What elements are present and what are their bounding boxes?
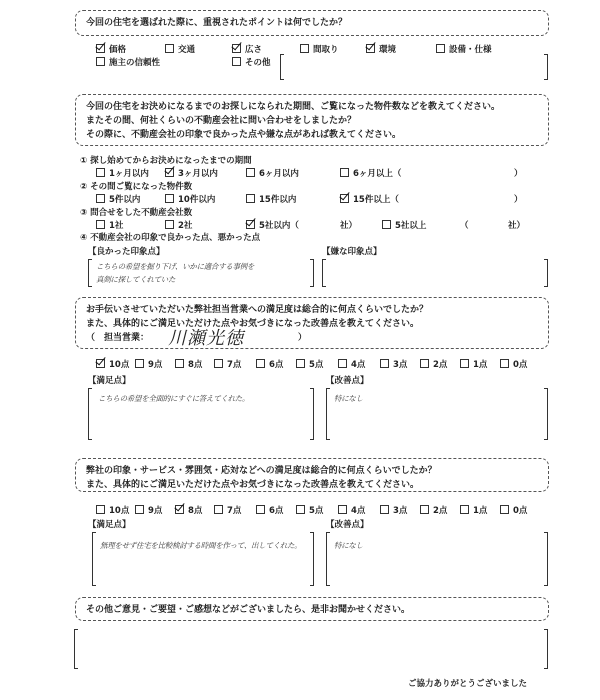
q2-company-option-label: 1社 <box>109 221 124 231</box>
q3-score-option-10[interactable] <box>460 358 487 370</box>
checkbox-icon[interactable] <box>232 57 241 66</box>
q1-question: 今回の住宅を選ばれた際に、重視されたポイントは何でしたか？ <box>86 18 348 28</box>
q3-score-option-label: 0点 <box>513 360 528 370</box>
q3-staff-label: （ 担当営業： <box>86 333 150 343</box>
q3-score-option-2[interactable] <box>135 358 162 370</box>
q2-good-label: 【良かった印象点】 <box>88 247 165 257</box>
q2-period-option-label: 6ヶ月以上（ <box>353 169 402 179</box>
q3-score-option-1[interactable] <box>96 358 129 370</box>
q2-sub2: ② その間ご覧になった物件数 <box>80 182 193 192</box>
q2-bad-label: 【嫌な印象点】 <box>322 247 382 257</box>
q4-improve-answer: 特になし <box>334 541 363 550</box>
checkbox-icon[interactable] <box>96 359 105 368</box>
q4-question-box <box>75 458 549 492</box>
q3-score-option-label: 5点 <box>309 360 324 370</box>
q3-score-option-label: 9点 <box>148 360 163 370</box>
q4-score-option-1[interactable] <box>96 504 129 516</box>
q2-company-option-label: 5社以内（ <box>259 221 299 231</box>
q2-count-option-label: 15件以内 <box>259 195 297 205</box>
q3-score-option-5[interactable] <box>256 358 283 370</box>
q3-line-1: お手伝いさせていただいた弊社担当営業への満足度は総合的に何点くらいでしたか？ <box>86 305 429 315</box>
q1-other-bracket <box>280 54 548 80</box>
checkbox-icon[interactable] <box>380 359 389 368</box>
q3-score-option-3[interactable] <box>175 358 202 370</box>
q2-period-option-4[interactable] <box>340 167 401 179</box>
q4-score-option-label: 6点 <box>269 506 284 516</box>
checkbox-icon[interactable] <box>96 505 105 514</box>
checkbox-icon[interactable] <box>232 44 241 53</box>
q2-count-option-2[interactable] <box>165 193 215 205</box>
q1-option-label: 交通 <box>178 45 196 55</box>
q2-question-box <box>75 94 549 146</box>
checkbox-icon[interactable] <box>135 359 144 368</box>
q4-score-option-3[interactable] <box>175 504 202 516</box>
q4-score-option-11[interactable] <box>500 504 527 516</box>
q2-count-option-label: 15件以上（ <box>353 195 399 205</box>
q2-line-3: その際に、不動産会社の印象で良かった点や嫌な点があれば教えてください。 <box>86 130 402 140</box>
checkbox-icon[interactable] <box>214 359 223 368</box>
checkbox-icon[interactable] <box>96 57 105 66</box>
q2-sha-1: 社） <box>340 221 358 231</box>
q4-score-option-5[interactable] <box>256 504 283 516</box>
checkbox-icon[interactable] <box>135 505 144 514</box>
q3-staff-name: 川瀬光徳 <box>168 328 244 349</box>
q3-satisfied-label: 【満足点】 <box>88 376 131 386</box>
q2-company-option-label: 2社 <box>178 221 193 231</box>
q2-company-option-2[interactable] <box>165 219 192 231</box>
q3-score-option-label: 10点 <box>109 360 130 370</box>
q2-period-option-label: 3ヶ月以内 <box>178 169 218 179</box>
checkbox-icon[interactable] <box>366 44 375 53</box>
checkbox-icon[interactable] <box>338 505 347 514</box>
q3-score-option-7[interactable] <box>338 358 365 370</box>
q3-score-option-label: 3点 <box>393 360 408 370</box>
q3-line-2: また、具体的にご満足いただけた点やお気づきになった改善点を教えてください。 <box>86 319 420 329</box>
checkbox-icon[interactable] <box>382 220 391 229</box>
q2-company-option-1[interactable] <box>96 219 123 231</box>
q4-score-option-7[interactable] <box>338 504 365 516</box>
q5-question-box <box>75 597 549 621</box>
q4-score-option-label: 5点 <box>309 506 324 516</box>
checkbox-icon[interactable] <box>246 168 255 177</box>
q2-close-1: ） <box>514 169 523 179</box>
checkbox-icon[interactable] <box>96 168 105 177</box>
q1-option-label: 設備・仕様 <box>449 45 492 55</box>
q2-sha-open-2: （ <box>460 221 469 231</box>
q1-option-label: 環境 <box>379 45 397 55</box>
q4-score-option-4[interactable] <box>214 504 241 516</box>
q1-option-label: その他 <box>245 58 271 68</box>
checkbox-icon[interactable] <box>340 194 349 203</box>
q4-score-option-label: 0点 <box>513 506 528 516</box>
q2-period-option-3[interactable] <box>246 167 299 179</box>
q5-question: その他ご意見・ご要望・ご感想などがございましたら、是非お聞かせください。 <box>86 605 411 615</box>
q2-count-option-4[interactable] <box>340 193 399 205</box>
q2-count-option-label: 10件以内 <box>178 195 216 205</box>
q3-improve-answer: 特になし <box>334 394 363 403</box>
q1-option-8[interactable] <box>232 56 271 68</box>
checkbox-icon[interactable] <box>436 44 445 53</box>
q1-option-1[interactable] <box>96 43 126 55</box>
q3-question-box <box>75 297 549 349</box>
q4-improve-label: 【改善点】 <box>326 520 369 530</box>
q1-option-3[interactable] <box>232 43 262 55</box>
q4-line-1: 弊社の印象・サービス・雰囲気・応対などへの満足度は総合的に何点くらいでしたか？ <box>86 466 437 476</box>
q2-good-answer-1: こちらの希望を掘り下げ、いかに適合する事例を <box>96 262 255 271</box>
q3-score-option-label: 1点 <box>473 360 488 370</box>
checkbox-icon[interactable] <box>165 220 174 229</box>
q1-option-2[interactable] <box>165 43 195 55</box>
checkbox-icon[interactable] <box>246 194 255 203</box>
checkbox-icon[interactable] <box>338 359 347 368</box>
checkbox-icon[interactable] <box>500 359 509 368</box>
checkbox-icon[interactable] <box>96 44 105 53</box>
q4-score-option-2[interactable] <box>135 504 162 516</box>
checkbox-icon[interactable] <box>214 505 223 514</box>
q4-score-option-10[interactable] <box>460 504 487 516</box>
q4-score-option-label: 1点 <box>473 506 488 516</box>
q2-sub3: ③ 問合せをした不動産会社数 <box>80 208 193 218</box>
q3-score-option-label: 6点 <box>269 360 284 370</box>
q2-close-2: ） <box>514 195 523 205</box>
q4-score-option-label: 9点 <box>148 506 163 516</box>
q4-score-option-label: 8点 <box>188 506 203 516</box>
q4-score-option-6[interactable] <box>296 504 323 516</box>
q4-score-option-label: 10点 <box>109 506 130 516</box>
q2-period-option-1[interactable] <box>96 167 149 179</box>
checkbox-icon[interactable] <box>340 168 349 177</box>
q3-staff-close: ） <box>298 333 307 343</box>
q2-company-option-4[interactable] <box>382 219 426 231</box>
q3-score-option-11[interactable] <box>500 358 527 370</box>
q2-line-2: またその間、何社くらいの不動産会社に問い合わせをしましたか？ <box>86 116 357 126</box>
checkbox-icon[interactable] <box>460 505 469 514</box>
q3-score-option-label: 4点 <box>351 360 366 370</box>
q1-option-label: 価格 <box>109 45 127 55</box>
checkbox-icon[interactable] <box>380 505 389 514</box>
checkbox-icon[interactable] <box>165 194 174 203</box>
q1-option-label: 広さ <box>245 45 263 55</box>
checkbox-icon[interactable] <box>175 359 184 368</box>
q1-option-7[interactable] <box>96 56 160 68</box>
checkbox-icon[interactable] <box>96 194 105 203</box>
q4-satisfied-answer: 無理をせず住宅を比較検討する時間を作って、出してくれた。 <box>100 541 302 550</box>
checkbox-icon[interactable] <box>420 505 429 514</box>
q3-score-option-label: 2点 <box>433 360 448 370</box>
q4-score-option-label: 4点 <box>351 506 366 516</box>
q2-company-option-3[interactable] <box>246 219 299 231</box>
checkbox-icon[interactable] <box>165 168 174 177</box>
q3-staff-line <box>86 331 538 345</box>
q2-good-answer-2: 真剣に探してくれていた <box>96 275 176 284</box>
q4-score-option-8[interactable] <box>380 504 407 516</box>
q2-bad-bracket <box>322 259 548 287</box>
q3-satisfied-answer: こちらの希望を全面的にすぐに答えてくれた。 <box>98 394 250 403</box>
q5-answer-bracket <box>74 629 548 669</box>
q3-score-option-label: 8点 <box>188 360 203 370</box>
q3-improve-label: 【改善点】 <box>326 376 369 386</box>
q4-score-option-label: 7点 <box>227 506 242 516</box>
q1-option-label: 間取り <box>313 45 339 55</box>
q1-question-box <box>75 10 549 36</box>
q4-score-option-label: 2点 <box>433 506 448 516</box>
checkbox-icon[interactable] <box>175 505 184 514</box>
q1-option-label: 施主の信頼性 <box>109 58 161 68</box>
q3-score-option-4[interactable] <box>214 358 241 370</box>
checkbox-icon[interactable] <box>296 505 305 514</box>
q2-count-option-label: 5件以内 <box>109 195 141 205</box>
checkbox-icon[interactable] <box>460 359 469 368</box>
q3-score-option-8[interactable] <box>380 358 407 370</box>
checkbox-icon[interactable] <box>296 359 305 368</box>
q2-period-option-2[interactable] <box>165 167 218 179</box>
checkbox-icon[interactable] <box>420 359 429 368</box>
q4-score-option-9[interactable] <box>420 504 447 516</box>
q3-score-option-label: 7点 <box>227 360 242 370</box>
checkbox-icon[interactable] <box>256 505 265 514</box>
checkbox-icon[interactable] <box>256 359 265 368</box>
q3-score-option-9[interactable] <box>420 358 447 370</box>
closing-message: ご協力ありがとうございました <box>408 679 528 689</box>
q3-score-option-6[interactable] <box>296 358 323 370</box>
q2-line-1: 今回の住宅をお決めになるまでのお探しになられた期間、ご覧になった物件数などを教えてください。 <box>86 102 501 112</box>
checkbox-icon[interactable] <box>500 505 509 514</box>
q4-score-option-label: 3点 <box>393 506 408 516</box>
q2-sha-2: 社） <box>508 221 526 231</box>
q2-sub1: ① 探し始めてからお決めになったまでの期間 <box>80 156 252 166</box>
q4-line-2: また、具体的にご満足いただけた点やお気づきになった改善点を教えてください。 <box>86 480 420 490</box>
q2-company-option-label: 5社以上 <box>395 221 427 231</box>
q2-period-option-label: 1ヶ月以内 <box>109 169 149 179</box>
checkbox-icon[interactable] <box>165 44 174 53</box>
q2-sub4: ④ 不動産会社の印象で良かった点、悪かった点 <box>80 233 261 243</box>
q2-period-option-label: 6ヶ月以内 <box>259 169 299 179</box>
q2-count-option-3[interactable] <box>246 193 296 205</box>
checkbox-icon[interactable] <box>300 44 309 53</box>
q2-count-option-1[interactable] <box>96 193 140 205</box>
checkbox-icon[interactable] <box>246 220 255 229</box>
checkbox-icon[interactable] <box>96 220 105 229</box>
q4-satisfied-label: 【満足点】 <box>88 520 131 530</box>
